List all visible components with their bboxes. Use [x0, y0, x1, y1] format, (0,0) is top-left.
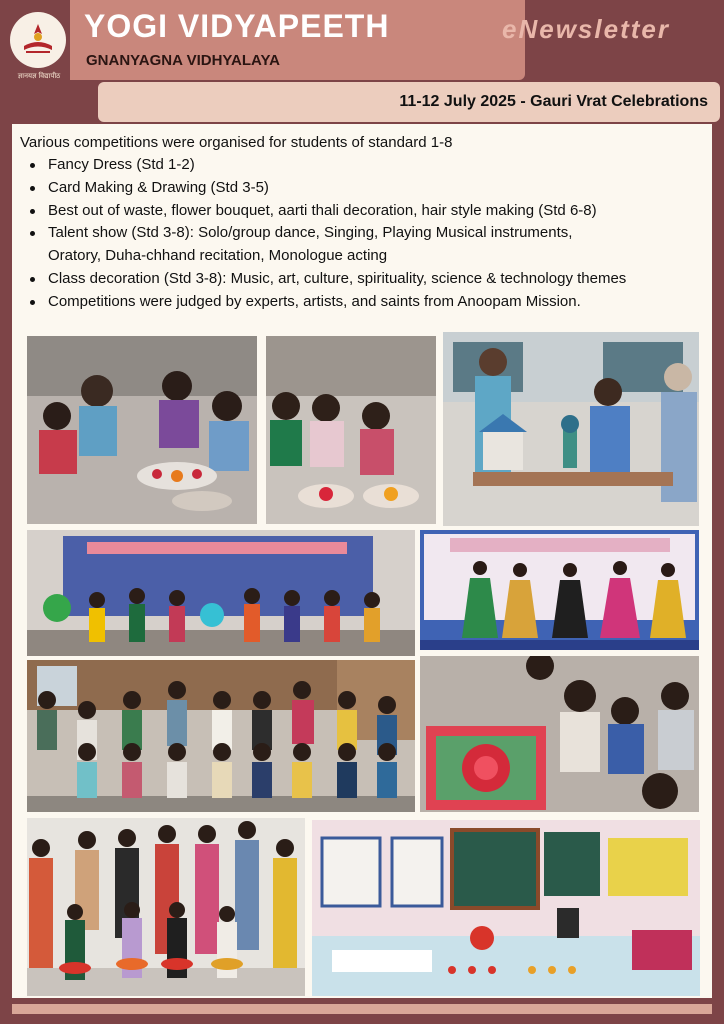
list-item: Class decoration (Std 3-8): Music, art, culture, spirituality, science & technology themes: [48, 268, 724, 291]
title-panel: [70, 0, 525, 80]
logo-caption: ज्ञानयज्ञ विद्यापीठ: [17, 73, 61, 80]
list-item: Card Making & Drawing (Std 3-5): [48, 177, 724, 200]
footer-band: [0, 998, 724, 1024]
date-banner: [98, 82, 720, 122]
photo-craft-closeup: [420, 656, 699, 812]
photo-flower-craft-2: [266, 336, 436, 524]
list-item: Fancy Dress (Std 1-2): [48, 154, 724, 177]
photo-fancy-dress-stage: [27, 530, 415, 656]
photo-dance-performance: [420, 530, 699, 650]
logo-emblem-icon: [10, 12, 66, 68]
list-item: Best out of waste, flower bouquet, aarti thali decoration, hair style making (Std 6-8): [48, 200, 724, 223]
school-logo: [0, 0, 78, 100]
photo-thali-winners: [27, 818, 305, 996]
photo-card-making-group: [27, 660, 415, 812]
intro-text: Various competitions were organised for students of standard 1-8: [20, 134, 453, 151]
footer-strip: [12, 1004, 712, 1014]
list-item: Competitions were judged by experts, artists, and saints from Anoopam Mission.: [48, 291, 724, 314]
newsletter-label: eNewsletter: [502, 14, 670, 44]
photo-flower-craft-1: [27, 336, 257, 524]
list-item-continuation: Oratory, Duha-chhand recitation, Monologue acting: [48, 247, 388, 265]
competition-list: [20, 154, 724, 314]
photo-class-decoration: [312, 820, 700, 996]
photo-science-model: [443, 332, 699, 526]
school-name: YOGI VIDYAPEETH: [84, 8, 390, 44]
list-item: Talent show (Std 3-8): Solo/group dance, Singing, Playing Musical instruments,: [48, 222, 724, 245]
school-subtitle: GNANYAGNA VIDHYALAYA: [86, 52, 280, 69]
event-title: 11-12 July 2025 - Gauri Vrat Celebrations: [399, 93, 708, 110]
